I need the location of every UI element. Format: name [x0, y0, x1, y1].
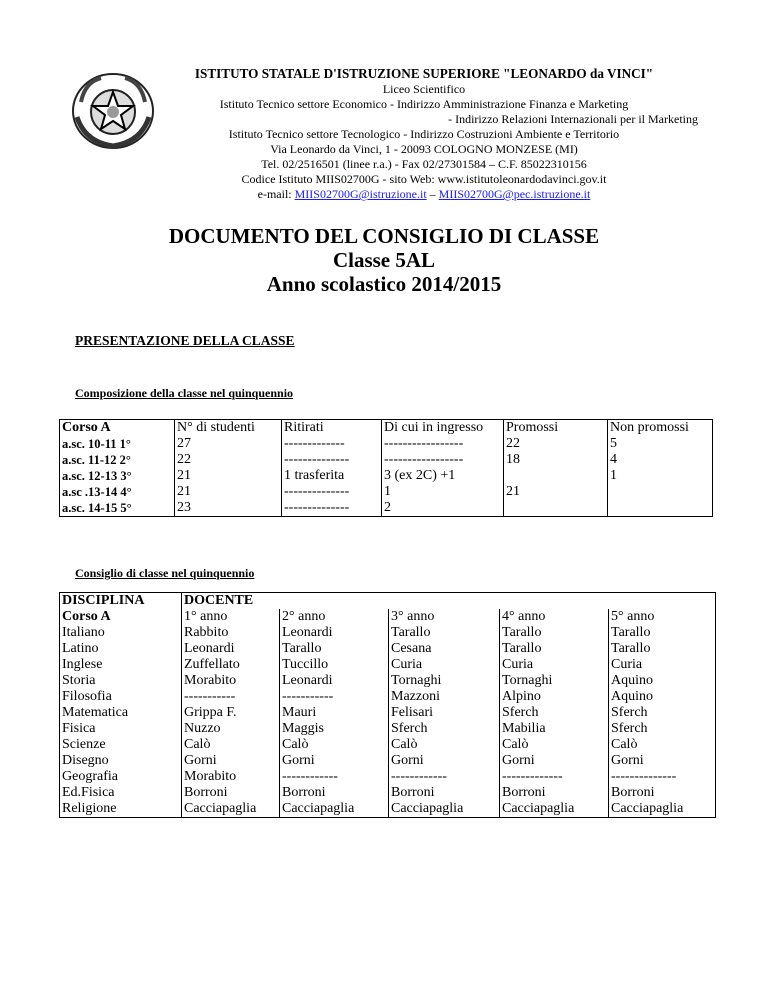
table-cell: Calò	[389, 737, 500, 753]
table-cell: Religione	[60, 801, 182, 818]
table-cell: Curia	[500, 657, 609, 673]
table-cell: ------------	[280, 769, 389, 785]
year-header: 1° anno	[182, 609, 280, 625]
year-header: 3° anno	[389, 609, 500, 625]
table-row	[60, 769, 716, 785]
table-cell: Inglese	[60, 657, 182, 673]
table-cell: Sferch	[609, 721, 716, 737]
table-cell: Matematica	[60, 705, 182, 721]
table-cell: Mabilia	[500, 721, 609, 737]
table-cell: ------------	[389, 769, 500, 785]
table-cell: Calò	[500, 737, 609, 753]
table-cell: -----------------	[382, 452, 504, 468]
table-header-cell: N° di studenti	[175, 420, 282, 437]
table-cell: Tarallo	[609, 641, 716, 657]
table-cell: Gorni	[500, 753, 609, 769]
table-cell: Morabito	[182, 673, 280, 689]
table-cell: 21	[175, 468, 282, 484]
table-cell: Leonardi	[182, 641, 280, 657]
table-row	[60, 673, 716, 689]
table-cell: Tarallo	[500, 625, 609, 641]
table-cell: 22	[504, 436, 608, 452]
table-cell: Mazzoni	[389, 689, 500, 705]
institute-header	[150, 66, 698, 202]
table-cell: Italiano	[60, 625, 182, 641]
table-cell: Borroni	[280, 785, 389, 801]
table-cell: 1 trasferita	[282, 468, 382, 484]
table-cell: Calò	[609, 737, 716, 753]
table-header-row	[60, 420, 713, 437]
docente-header: DOCENTE	[182, 593, 716, 610]
section-title: PRESENTAZIONE DELLA CLASSE	[75, 333, 295, 348]
title-line-1: DOCUMENTO DEL CONSIGLIO DI CLASSE	[168, 224, 600, 248]
table-cell: Filosofia	[60, 689, 182, 705]
table-cell: 23	[175, 500, 282, 517]
table-header-row	[60, 593, 716, 610]
table-cell: Felisari	[389, 705, 500, 721]
table-cell: Tarallo	[609, 625, 716, 641]
council-table	[59, 592, 716, 818]
title-line-2: Classe 5AL	[332, 248, 436, 272]
table-header-cell: Promossi	[504, 420, 608, 437]
table-cell: Scienze	[60, 737, 182, 753]
table-cell: Tarallo	[500, 641, 609, 657]
table-header-cell: Di cui in ingresso	[382, 420, 504, 437]
table-cell: Ed.Fisica	[60, 785, 182, 801]
table-cell: a.sc. 14-15 5°	[60, 500, 175, 517]
table-cell: Nuzzo	[182, 721, 280, 737]
table-row	[60, 468, 713, 484]
table-cell: Borroni	[609, 785, 716, 801]
table-cell: Grippa F.	[182, 705, 280, 721]
table-cell: Gorni	[182, 753, 280, 769]
table-cell	[608, 484, 713, 500]
table-cell: Maggis	[280, 721, 389, 737]
header-line: Liceo Scientifico	[382, 82, 466, 96]
table-cell: Tarallo	[280, 641, 389, 657]
table-cell: Morabito	[182, 769, 280, 785]
header-line: Codice Istituto MIIS02700G - sito Web: www.istitutoleonardodavinci.gov.it	[241, 172, 607, 186]
year-header: 5° anno	[609, 609, 716, 625]
header-line: Tel. 02/2516501 (linee r.a.) - Fax 02/27301584 – C.F. 85022310156	[261, 157, 587, 171]
table-cell: Tarallo	[389, 625, 500, 641]
table-row	[60, 436, 713, 452]
table-row	[60, 737, 716, 753]
table-cell: a.sc. 12-13 3°	[60, 468, 175, 484]
table-cell: --------------	[282, 452, 382, 468]
table-cell: Cacciapaglia	[609, 801, 716, 818]
table-row	[60, 452, 713, 468]
title-line-3: Anno scolastico 2014/2015	[266, 272, 502, 296]
council-heading: Consiglio di classe nel quinquennio	[75, 566, 255, 580]
table-row	[60, 801, 716, 818]
table-cell: Zuffellato	[182, 657, 280, 673]
table-cell: --------------	[282, 500, 382, 517]
table-cell: 27	[175, 436, 282, 452]
table-cell: Geografia	[60, 769, 182, 785]
table-cell: Cacciapaglia	[182, 801, 280, 818]
table-cell: Cesana	[389, 641, 500, 657]
document-title	[60, 224, 708, 296]
table-header-cell: Ritirati	[282, 420, 382, 437]
table-row	[60, 705, 716, 721]
table-cell: Sferch	[500, 705, 609, 721]
email-line	[150, 187, 698, 202]
table-cell	[504, 500, 608, 517]
table-cell: Curia	[609, 657, 716, 673]
table-cell: Cacciapaglia	[389, 801, 500, 818]
table-cell	[608, 500, 713, 517]
table-row	[60, 785, 716, 801]
table-cell: -------------	[500, 769, 609, 785]
republic-emblem-icon	[71, 72, 155, 150]
email-separator: –	[426, 187, 439, 201]
table-cell: Borroni	[500, 785, 609, 801]
header-line: Via Leonardo da Vinci, 1 - 20093 COLOGNO MONZESE (MI)	[270, 142, 578, 156]
table-cell: 5	[608, 436, 713, 452]
table-row	[60, 500, 713, 517]
year-header: 2° anno	[280, 609, 389, 625]
table-row	[60, 641, 716, 657]
table-cell: Sferch	[609, 705, 716, 721]
table-cell: Leonardi	[280, 673, 389, 689]
table-header-row	[60, 609, 716, 625]
email-link[interactable]: MIIS02700G@istruzione.it	[294, 187, 427, 201]
institute-name: ISTITUTO STATALE D'ISTRUZIONE SUPERIORE "LEONARDO da VINCI"	[194, 66, 654, 81]
table-cell: 22	[175, 452, 282, 468]
table-row	[60, 721, 716, 737]
header-line: - Indirizzo Relazioni Internazionali per il Marketing	[448, 112, 698, 126]
table-cell: Fisica	[60, 721, 182, 737]
table-row	[60, 484, 713, 500]
table-header-cell: Non promossi	[608, 420, 713, 437]
year-header: 4° anno	[500, 609, 609, 625]
table-cell: a.sc. 11-12 2°	[60, 452, 175, 468]
table-cell: 3 (ex 2C) +1	[382, 468, 504, 484]
table-cell: 21	[504, 484, 608, 500]
table-cell: -----------------	[382, 436, 504, 452]
table-header-cell: Corso A	[60, 420, 175, 437]
table-row	[60, 753, 716, 769]
composition-heading: Composizione della classe nel quinquennio	[75, 386, 294, 400]
table-cell: 4	[608, 452, 713, 468]
header-line: Istituto Tecnico settore Tecnologico - Indirizzo Costruzioni Ambiente e Territorio	[228, 127, 620, 141]
table-row	[60, 689, 716, 705]
pec-email-link[interactable]: MIIS02700G@pec.istruzione.it	[438, 187, 591, 201]
table-cell: Leonardi	[280, 625, 389, 641]
header-line: Istituto Tecnico settore Economico - Indirizzo Amministrazione Finanza e Marketing	[219, 97, 629, 111]
table-cell: Alpino	[500, 689, 609, 705]
table-cell: Gorni	[609, 753, 716, 769]
table-cell: Borroni	[389, 785, 500, 801]
table-cell: Gorni	[280, 753, 389, 769]
table-cell: 1	[382, 484, 504, 500]
table-cell	[504, 468, 608, 484]
table-row	[60, 625, 716, 641]
table-cell: Disegno	[60, 753, 182, 769]
table-cell: --------------	[609, 769, 716, 785]
table-cell: Curia	[389, 657, 500, 673]
table-cell: -----------	[182, 689, 280, 705]
email-prefix: e-mail:	[257, 187, 295, 201]
table-cell: Calò	[280, 737, 389, 753]
table-cell: Tornaghi	[500, 673, 609, 689]
table-cell: 1	[608, 468, 713, 484]
table-header-cell: Corso A	[60, 609, 182, 625]
table-cell: Storia	[60, 673, 182, 689]
table-cell: Aquino	[609, 689, 716, 705]
table-cell: Tornaghi	[389, 673, 500, 689]
table-header-cell: DISCIPLINA	[60, 593, 182, 610]
table-cell: Gorni	[389, 753, 500, 769]
table-cell: Calò	[182, 737, 280, 753]
table-cell: Borroni	[182, 785, 280, 801]
table-cell: Rabbito	[182, 625, 280, 641]
table-row	[60, 657, 716, 673]
table-cell: --------------	[282, 484, 382, 500]
table-cell: a.sc. 10-11 1°	[60, 436, 175, 452]
table-cell: 18	[504, 452, 608, 468]
table-cell: 2	[382, 500, 504, 517]
table-cell: Tuccillo	[280, 657, 389, 673]
table-cell: Cacciapaglia	[500, 801, 609, 818]
table-cell: -----------	[280, 689, 389, 705]
table-cell: Sferch	[389, 721, 500, 737]
composition-table	[59, 419, 713, 517]
table-cell: Mauri	[280, 705, 389, 721]
table-cell: Aquino	[609, 673, 716, 689]
table-cell: Latino	[60, 641, 182, 657]
table-cell: a.sc .13-14 4°	[60, 484, 175, 500]
table-cell: -------------	[282, 436, 382, 452]
table-cell: Cacciapaglia	[280, 801, 389, 818]
table-cell: 21	[175, 484, 282, 500]
